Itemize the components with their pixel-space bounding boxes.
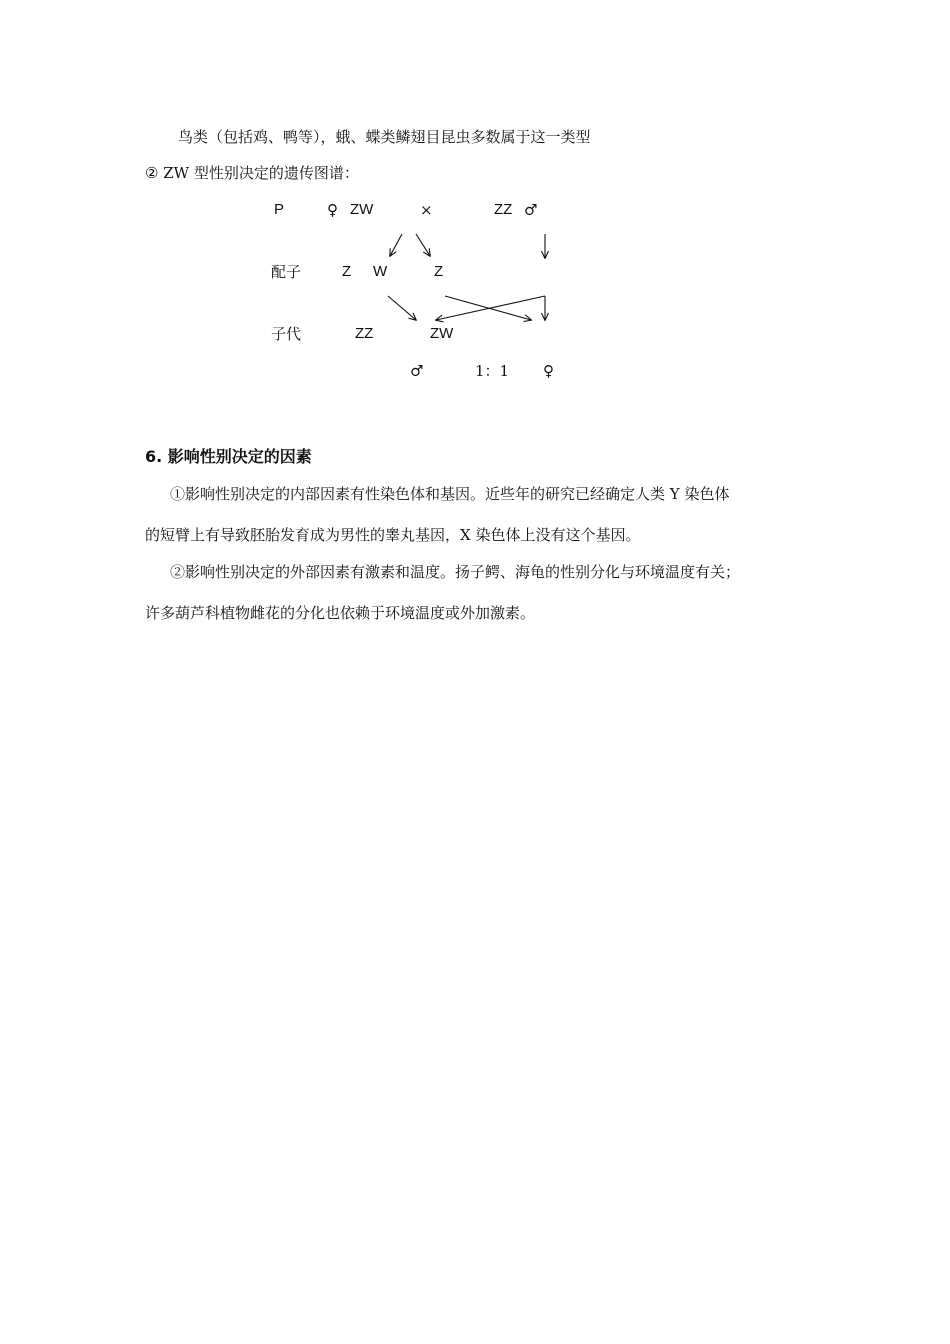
section-heading: 6. 影响性别决定的因素 <box>145 447 312 466</box>
gamete-z-female: Z <box>342 263 352 280</box>
paragraph-1-line-2: 的短臂上有导致胚胎发育成为男性的睾丸基因，X 染色体上没有这个基因。 <box>145 526 641 544</box>
paragraph-1-line-1: ①影响性别决定的内部因素有性染色体和基因。近些年的研究已经确定人类 Y 染色体 <box>170 485 730 503</box>
intro-line-2: ② ZW 型性别决定的遗传图谱： <box>145 164 359 182</box>
intro-line-1: 鸟类（包括鸡、鸭等），蛾、蝶类鳞翅目昆虫多数属于这一类型 <box>178 128 591 146</box>
gamete-w-female: W <box>373 263 388 280</box>
parent-generation-label: P <box>274 201 285 218</box>
gamete-label: 配子 <box>271 263 302 281</box>
ratio-female-symbol: ♀ <box>543 362 554 380</box>
arrow-z-to-zw <box>388 296 416 320</box>
gamete-z-male: Z <box>434 263 444 280</box>
diagram-arrows <box>0 0 950 420</box>
offspring-zw: ZW <box>430 325 454 342</box>
paragraph-2-line-1: ②影响性别决定的外部因素有激素和温度。扬子鳄、海龟的性别分化与环境温度有关； <box>170 563 741 581</box>
arrow-to-gamete-w <box>416 234 430 256</box>
male-parent-genotype: ZZ <box>494 201 513 218</box>
ratio-value: 1：1 <box>475 362 510 380</box>
female-symbol: ♀ <box>327 201 338 219</box>
arrow-to-gamete-z <box>390 234 402 256</box>
male-symbol: ♂ <box>524 201 538 219</box>
paragraph-2-line-2: 许多葫芦科植物雌花的分化也依赖于环境温度或外加激素。 <box>145 604 536 622</box>
offspring-zz: ZZ <box>355 325 374 342</box>
cross-symbol: × <box>420 201 433 219</box>
female-parent-genotype: ZW <box>350 201 374 218</box>
offspring-label: 子代 <box>271 325 302 343</box>
ratio-male-symbol: ♂ <box>410 362 424 380</box>
arrow-male-z-to-zw <box>436 296 545 320</box>
